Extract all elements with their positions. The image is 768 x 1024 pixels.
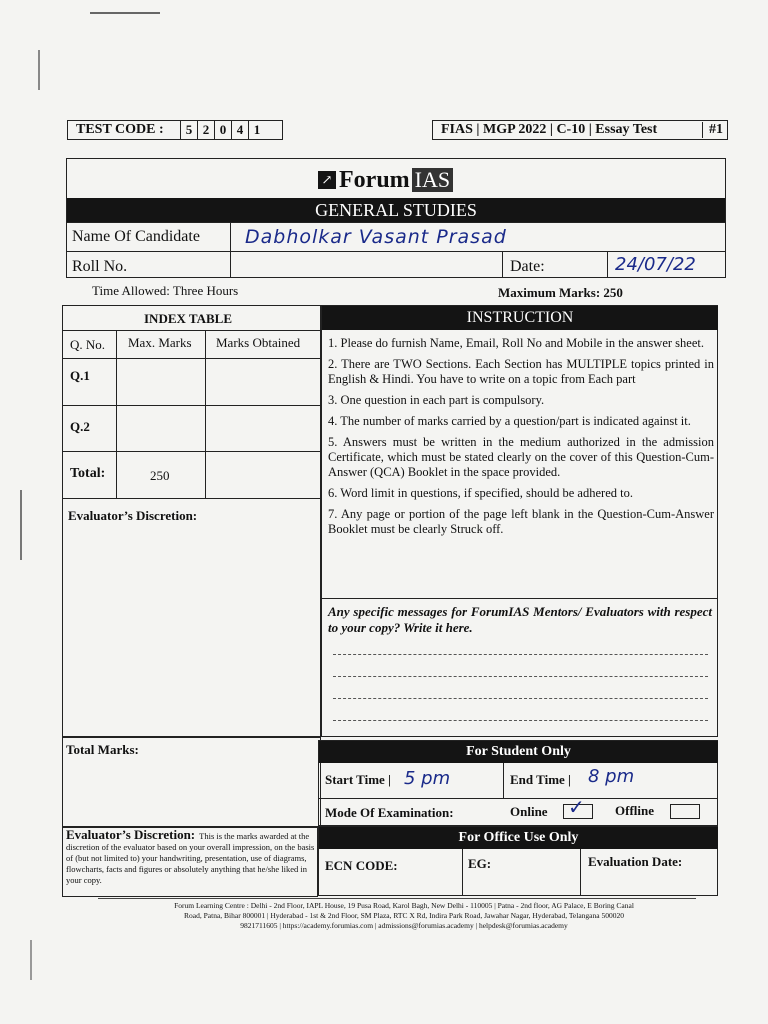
- test-code-digit: 0: [214, 121, 231, 139]
- instruction-item: 1. Please do furnish Name, Email, Roll No and Mobile in the answer sheet.: [328, 336, 704, 350]
- row-q2: Q.2: [70, 419, 90, 434]
- student-only-title: For Student Only: [466, 744, 571, 759]
- time-allowed: Time Allowed: Three Hours: [92, 283, 239, 298]
- message-line[interactable]: [333, 698, 708, 699]
- end-time-label: End Time |: [510, 772, 571, 787]
- logo-text-forum: Forum: [339, 166, 410, 193]
- total-marks-label: Total Marks:: [66, 742, 139, 757]
- binding-mark: [30, 940, 32, 980]
- test-code-digit: 2: [197, 121, 214, 139]
- office-only-title: For Office Use Only: [458, 830, 579, 845]
- subject-title: GENERAL STUDIES: [315, 200, 477, 220]
- binding-mark: [20, 490, 22, 560]
- instruction-item: 2. There are TWO Sections. Each Section has MULTIPLE topics printed in English & Hindi. You have to write on a topic from Each part: [328, 357, 714, 386]
- series-number: #1: [702, 122, 723, 138]
- col-qno: Q. No.: [70, 337, 106, 352]
- online-label: Online: [510, 804, 548, 819]
- instruction-item: 6. Word limit in questions, if specified, should be adhered to.: [328, 486, 633, 500]
- office-only-banner: [319, 827, 718, 849]
- instruction-title: INSTRUCTION: [466, 309, 574, 326]
- end-time-value: 8 pm: [588, 766, 635, 787]
- evaluator-discretion-label: Evaluator’s Discretion:: [68, 508, 198, 523]
- series-title: FIAS | MGP 2022 | C-10 | Essay Test: [441, 122, 658, 137]
- name-label: Name Of Candidate: [72, 228, 200, 245]
- evaluator-discretion-heading: Evaluator’s Discretion:: [66, 827, 196, 842]
- forumias-logo: [318, 166, 453, 194]
- checkmark-icon: ✓: [568, 795, 585, 819]
- mode-label: Mode Of Examination:: [325, 805, 454, 820]
- candidate-name-value: Dabholkar Vasant Prasad: [245, 226, 507, 248]
- eg-label: EG:: [468, 856, 492, 871]
- student-only-banner: [319, 741, 718, 763]
- logo-text-ias: IAS: [412, 168, 453, 192]
- start-time-label: Start Time |: [325, 772, 391, 787]
- test-code-digit: 1: [248, 121, 265, 139]
- test-code-box: [67, 120, 283, 140]
- offline-label: Offline: [615, 803, 654, 818]
- logo-arrow-icon: ↗: [318, 171, 336, 189]
- evaluator-discretion-text: This is the marks awarded at the discretion of the evaluator based on your overall impression, on the basis of (but not limited to) your handwriting, presentation, use of diagrams, flowcharts, facts and figures or absolutely anything that he/she liked in your copy.: [66, 831, 315, 885]
- instruction-item: 5. Answers must be written in the medium authorized in the admission Certificate, which must be stated clearly on the cover of this Question-Cum-Answer (QCA) Booklet in the space provided.: [328, 435, 714, 479]
- instruction-item: 7. Any page or portion of the page left blank in the Question-Cum-Answer Booklet must be clearly Struck off.: [328, 507, 714, 536]
- subject-banner: [67, 198, 725, 222]
- total-label: Total:: [70, 466, 106, 481]
- start-time-value: 5 pm: [404, 768, 451, 789]
- message-line[interactable]: [333, 676, 708, 677]
- messages-prompt: Any specific messages for ForumIAS Mentors/ Evaluators with respect to your copy? Write it here.: [328, 604, 712, 635]
- instruction-banner: [322, 306, 718, 330]
- instruction-list: [328, 336, 714, 543]
- ecn-code-label: ECN CODE:: [325, 858, 398, 873]
- test-code-label: TEST CODE :: [76, 122, 164, 137]
- series-box: [432, 120, 728, 140]
- binding-mark: [90, 12, 160, 14]
- row-q1: Q.1: [70, 368, 90, 383]
- instruction-item: 3. One question in each part is compulsory.: [328, 393, 545, 407]
- message-line[interactable]: [333, 654, 708, 655]
- index-table-title: INDEX TABLE: [144, 311, 233, 326]
- footer: [104, 901, 704, 931]
- evaluation-date-label: Evaluation Date:: [588, 854, 683, 869]
- evaluator-discretion-block: [66, 827, 316, 885]
- binding-mark: [38, 50, 40, 90]
- offline-checkbox[interactable]: [670, 804, 700, 819]
- test-code-digits: [180, 121, 265, 139]
- col-marks-obtained: Marks Obtained: [216, 335, 301, 350]
- date-value: 24/07/22: [615, 254, 696, 275]
- roll-label: Roll No.: [72, 258, 128, 275]
- test-code-digit: 4: [231, 121, 248, 139]
- footer-line-3[interactable]: 9821711605 | https://academy.forumias.com | admissions@forumias.academy | helpdesk@forumias.academy: [240, 921, 568, 930]
- total-value: 250: [150, 468, 170, 483]
- message-line[interactable]: [333, 720, 708, 721]
- test-code-digit: 5: [180, 121, 197, 139]
- instruction-item: 4. The number of marks carried by a question/part is indicated against it.: [328, 414, 691, 428]
- col-max-marks: Max. Marks: [128, 335, 192, 350]
- footer-line-1: Forum Learning Centre : Delhi - 2nd Floor, IAPL House, 19 Pusa Road, Karol Bagh, New Delhi - 110005 | Patna - 2nd floor, AG Palace, E Boring Canal: [174, 901, 634, 910]
- footer-line-2: Road, Patna, Bihar 800001 | Hyderabad - 1st & 2nd Floor, SM Plaza, RTC X Rd, Indira Park Road, Jawahar Nagar, Hyderabad, Telangana 500020: [184, 911, 624, 920]
- date-label: Date:: [510, 258, 545, 275]
- max-marks: Maximum Marks: 250: [498, 285, 623, 300]
